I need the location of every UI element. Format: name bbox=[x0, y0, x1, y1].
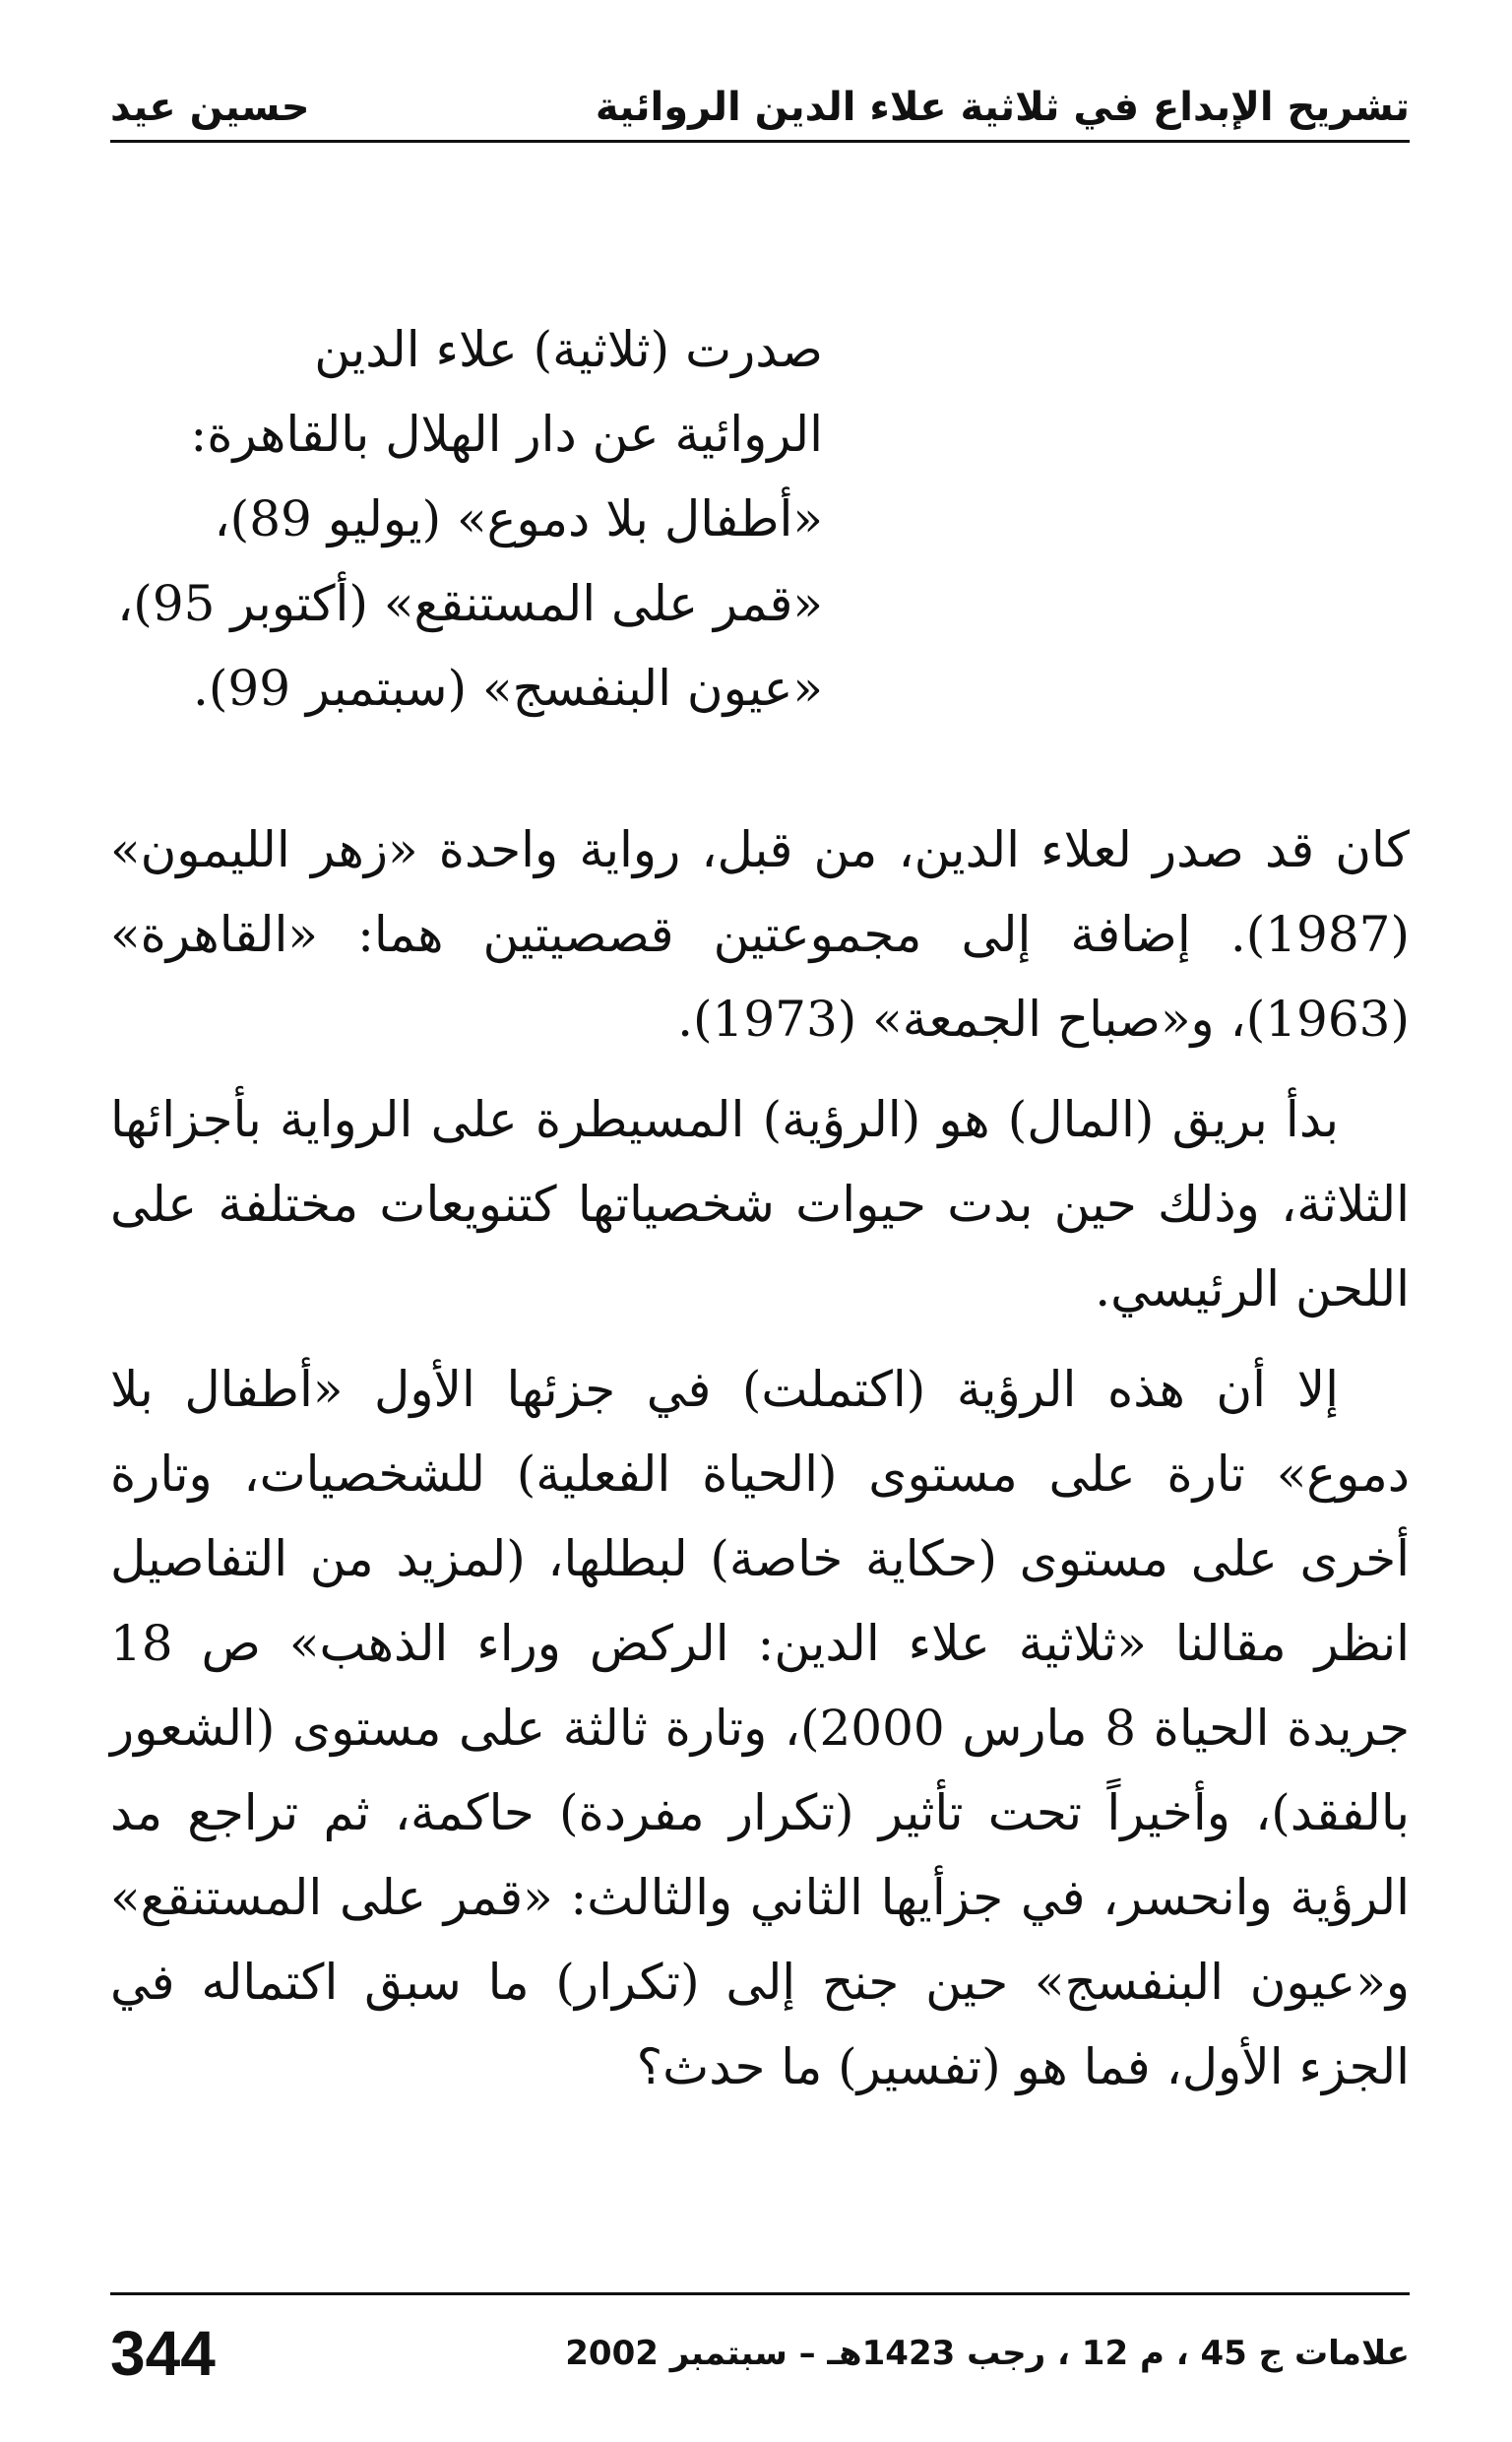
page-number: 344 bbox=[110, 2318, 216, 2389]
abstract-line: «قمر على المستنقع» (أكتوبر 95)، bbox=[117, 575, 823, 632]
running-header bbox=[110, 61, 1410, 130]
abstract-line: الروائية عن دار الهلال بالقاهرة: bbox=[190, 406, 823, 463]
abstract-line: «أطفال بلا دموع» (يوليو 89)، bbox=[214, 490, 823, 547]
running-header-title: تشريح الإبداع في ثلاثية علاء الدين الروائية bbox=[595, 85, 1410, 130]
journal-info: علامات ج 45 ، م 12 ، رجب 1423هـ – سبتمبر 2002 bbox=[565, 2334, 1410, 2373]
abstract-line: صدرت (ثلاثية) علاء الدين bbox=[314, 321, 823, 378]
abstract-block bbox=[114, 307, 823, 731]
body-paragraph: كان قد صدر لعلاء الدين، من قبل، رواية واحدة «زهر الليمون» (1987). إضافة إلى مجموعتين قصصيتين هما: «القاهرة» (1963)، و«صباح الجمعة» (1973). bbox=[110, 821, 1410, 1048]
body-paragraph: بدأ بريق (المال) هو (الرؤية) المسيطرة على الرواية بأجزائها الثلاثة، وذلك حين بدت حيوات شخصياتها كتنويعات مختلفة على اللحن الرئيسي. bbox=[110, 1091, 1410, 1317]
body-paragraph: إلا أن هذه الرؤية (اكتملت) في جزئها الأول «أطفال بلا دموع» تارة على مستوى (الحياة الفعلية) للشخصيات، وتارة أخرى على مستوى (حكاية خاصة) لبطلها، (لمزيد من التفاصيل انظر مقالنا «ثلاثية علاء الدين: الركض وراء الذهب» ص 18 جريدة الحياة 8 مارس 2000)، وتارة ثالثة على مستوى (الشعور بالفقد)، وأخيراً تحت تأثير (تكرار مفردة) حاكمة، ثم تراجع مد الرؤية وانحسر، في جزأيها الثاني والثالث: «قمر على المستنقع» و«عيون البنفسج» حين جنح إلى (تكرار) ما سبق اكتماله في الجزء الأول، فما هو (تفسير) ما حدث؟ bbox=[110, 1361, 1411, 2095]
footer-divider bbox=[110, 2292, 1410, 2295]
body-text bbox=[110, 807, 1410, 2125]
header-divider bbox=[110, 140, 1410, 143]
abstract-line: «عيون البنفسج» (سبتمبر 99). bbox=[193, 660, 823, 717]
page-footer bbox=[110, 2314, 1410, 2393]
running-header-author: حسين عيد bbox=[110, 85, 310, 130]
